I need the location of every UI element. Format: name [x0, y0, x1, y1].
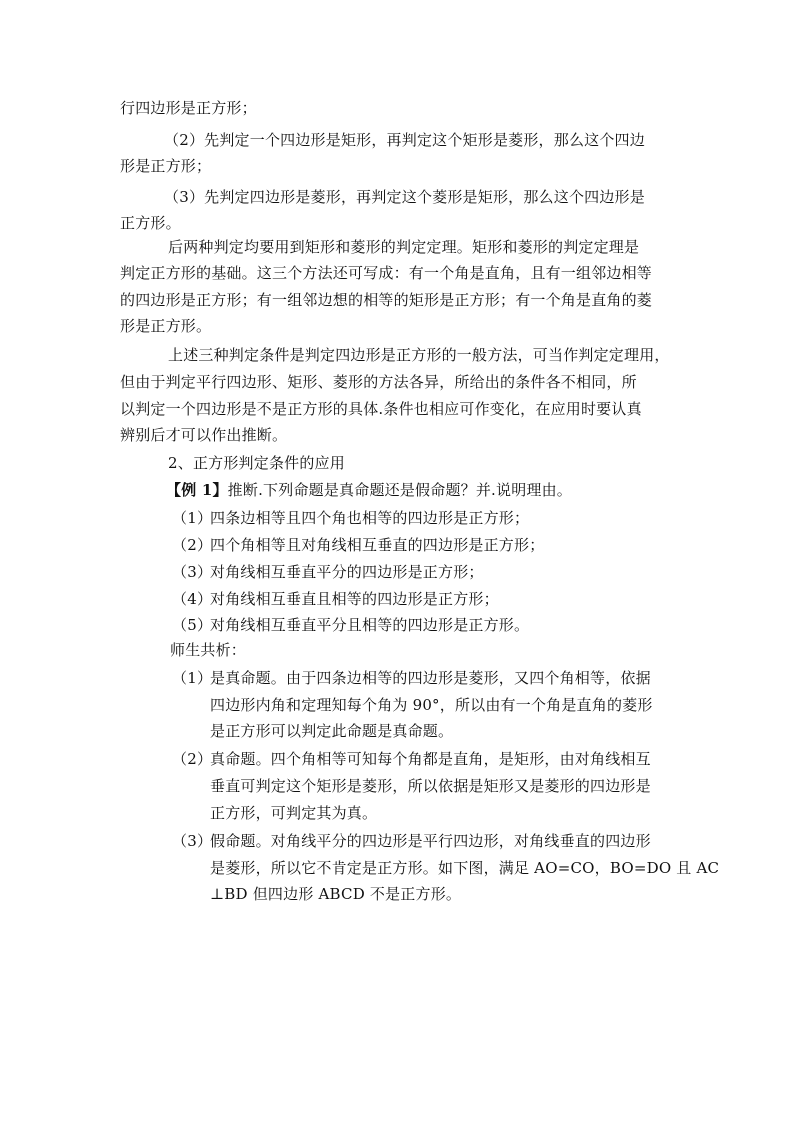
- answer-3-line-3: ⊥BD 但四边形 ABCD 不是正方形。: [210, 885, 462, 903]
- item-5-text: 对角线相互垂直平分且相等的四边形是正方形。: [210, 616, 530, 634]
- paragraph-5-line-4: 辨别后才可以作出推断。: [120, 426, 288, 444]
- item-4-number: （4）: [172, 590, 213, 608]
- paragraph-5-line-2: 但由于判定平行四边形、矩形、菱形的方法各异，所给出的条件各不相同，所: [120, 373, 637, 391]
- answer-1-line-2: 四边形内角和定理知每个角为 90°，所以由有一个角是直角的菱形: [210, 696, 653, 714]
- example-question: 推断.下列命题是真命题还是假命题？并.说明理由。: [227, 481, 573, 499]
- answer-1-line-3: 是正方形可以判定此命题是真命题。: [210, 722, 454, 740]
- paragraph-4-line-1: 后两种判定均要用到矩形和菱形的判定定理。矩形和菱形的判定定理是: [168, 238, 640, 256]
- item-1-number: （1）: [172, 509, 213, 527]
- item-1-text: 四条边相等且四个角也相等的四边形是正方形；: [210, 509, 530, 527]
- answer-1-number: （1）: [172, 669, 213, 687]
- item-2-text: 四个角相等且对角线相互垂直的四边形是正方形；: [210, 536, 545, 554]
- item-5-number: （5）: [172, 616, 213, 634]
- answer-2-line-3: 正方形，可判定其为真。: [210, 804, 378, 822]
- paragraph-4-line-3: 的四边形是正方形；有一组邻边想的相等的矩形是正方形；有一个角是直角的菱: [120, 291, 653, 309]
- item-4-text: 对角线相互垂直且相等的四边形是正方形；: [210, 590, 499, 608]
- method-3-line-1: （3）先判定四边形是菱形，再判定这个菱形是矩形，那么这个四边形是: [164, 188, 645, 206]
- paragraph-4-line-4: 形是正方形。: [120, 317, 212, 335]
- item-2-number: （2）: [172, 536, 213, 554]
- paragraph-5-line-1: 上述三种判定条件是判定四边形是正方形的一般方法，可当作判定定理用，: [168, 346, 670, 364]
- answer-2-line-1: 真命题。四个角相等可知每个角都是直角，是矩形，由对角线相互: [210, 750, 651, 768]
- answer-1-line-1: 是真命题。由于四条边相等的四边形是菱形，又四个角相等，依据: [210, 669, 651, 687]
- method-2-line-1: （2）先判定一个四边形是矩形，再判定这个矩形是菱形，那么这个四边: [164, 131, 645, 149]
- paragraph-5-line-3: 以判定一个四边形是不是正方形的具体.条件也相应可作变化，在应用时要认真: [120, 400, 642, 418]
- section-heading: 2、正方形判定条件的应用: [168, 454, 345, 472]
- answer-3-line-1: 假命题。对角线平分的四边形是平行四边形，对角线垂直的四边形: [210, 832, 651, 850]
- example-line: [166, 480, 572, 500]
- paragraph-4-line-2: 判定正方形的基础。这三个方法还可写成：有一个角是直角，且有一组邻边相等: [120, 264, 653, 282]
- answer-3-line-2: 是菱形，所以它不肯定是正方形。如下图，满足 AO=CO，BO=DO 且 AC: [210, 859, 720, 877]
- paragraph-continuation: 行四边形是正方形；: [120, 99, 257, 117]
- analysis-label: 师生共析：: [170, 641, 247, 659]
- item-3-number: （3）: [172, 563, 213, 581]
- answer-3-number: （3）: [172, 832, 213, 850]
- method-3-line-2: 正方形。: [120, 214, 181, 232]
- answer-2-line-2: 垂直可判定这个矩形是菱形，所以依据是矩形又是菱形的四边形是: [210, 777, 651, 795]
- answer-2-number: （2）: [172, 750, 213, 768]
- item-3-text: 对角线相互垂直平分的四边形是正方形；: [210, 563, 484, 581]
- example-label: 【例 1】: [166, 481, 228, 499]
- method-2-line-2: 形是正方形；: [120, 157, 212, 175]
